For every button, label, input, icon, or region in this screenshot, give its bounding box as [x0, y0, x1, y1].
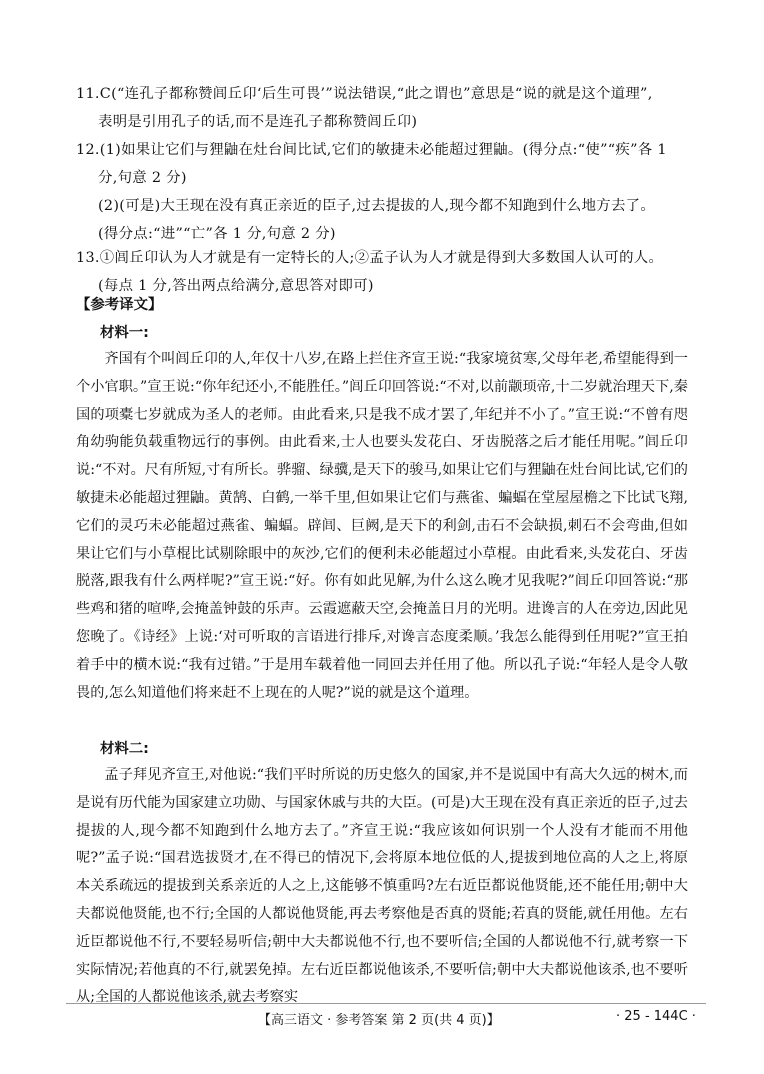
- footer-page-info: 【高三语文 · 参考答案 第 2 页(共 4 页)】: [258, 1013, 500, 1028]
- answer-12: [76, 136, 700, 248]
- page-footer: [0, 1003, 764, 1033]
- answer-text: ①闾丘卬认为人才就是有一定特长的人;②孟子认为人才就是得到大多数国人认可的人。: [99, 250, 664, 266]
- footer-divider: [66, 1003, 706, 1004]
- answer-11: [76, 80, 700, 136]
- material-one-text: 齐国有个叫闾丘卬的人,年仅十八岁,在路上拦住齐宣王说:“我家境贫寒,父母年老,希望能得到一个小官职。”宣王说:“你年纪还小,不能胜任。”闾丘卬回答说:“不对,以前颛顼帝,十二岁就治理天下,秦国的项橐七岁就成为圣人的老师。由此看来,只是我不成才罢了,年纪并不小了。”宣王说:“不曾有咫角幼驹能负载重物远行的事例。由此看来,士人也要头发花白、牙齿脱落之后才能任用呢。”闾丘卬说:“不对。尺有所短,寸有所长。骅骝、绿骥,是天下的骏马,如果让它们与狸鼬在灶台间比试,它们的敏捷未必能超过狸鼬。黄鹄、白鹤,一举千里,但如果让它们与燕雀、蝙蝠在堂屋屋檐之下比试飞翔,它们的灵巧未必能超过燕雀、蝙蝠。辟闾、巨阙,是天下的利剑,击石不会缺损,刺石不会弯曲,但如果让它们与小草棍比试剔除眼中的灰沙,它们的便利未必能超过小草棍。由此看来,头发花白、牙齿脱落,跟我有什么两样呢?”宣王说:“好。你有如此见解,为什么这么晚才见我呢?”闾丘卬回答说:“那些鸡和猪的喧哗,会掩盖钟鼓的乐声。云霞遮蔽天空,会掩盖日月的光明。进谗言的人在旁边,因此见您晚了。《诗经》上说:‘对可听取的言语进行排斥,对谗言态度柔顺。’我怎么能得到任用呢?”宣王拍着手中的横木说:“我有过错。”于是用车载着他一同回去并任用了他。所以孔子说:“年轻人是令人敬畏的,怎么知道他们将来赶不上现在的人呢?”说的就是这个道理。: [76, 351, 688, 701]
- answer-continuation: (每点 1 分,答出两点给满分,意思答对即可): [98, 278, 374, 294]
- answer-text: (1)如果让它们与狸鼬在灶台间比试,它们的敏捷未必能超过狸鼬。(得分点:“使”“疾”各 1: [99, 142, 667, 158]
- answer-continuation: 分,句意 2 分): [98, 170, 187, 186]
- answer-text: C(“连孔子都称赞闾丘卬‘后生可畏’”说法错误,“此之谓也”意思是“说的就是这个道理”,: [99, 86, 653, 102]
- material-one-title: 材料一:: [100, 325, 149, 341]
- answer-continuation: (得分点:“进”“亡”各 1 分,句意 2 分): [98, 226, 336, 242]
- answer-continuation: (2)(可是)大王现在没有真正亲近的臣子,过去提拔的人,现今都不知跑到什么地方去了。: [98, 198, 656, 214]
- answer-number: 13.: [76, 250, 100, 266]
- answer-number: 12.: [76, 142, 100, 158]
- answer-continuation: 表明是引用孔子的话,而不是连孔子都称赞闾丘卬): [98, 114, 418, 130]
- material-two-text: 孟子拜见齐宣王,对他说:“我们平时所说的历史悠久的国家,并不是说国中有高大久远的树木,而是说有历代能为国家建立功勋、与国家休戚与共的大臣。(可是)大王现在没有真正亲近的臣子,过去提拔的人,现今都不知跑到什么地方去了。”齐宣王说:“我应该如何识别一个人没有才能而不用他呢?”孟子说:“国君选拔贤才,在不得已的情况下,会将原本地位低的人,提拔到地位高的人之上,将原本关系疏远的提拔到关系亲近的人之上,这能够不慎重吗?左右近臣都说他贤能,还不能任用;朝中大夫都说他贤能,也不行;全国的人都说他贤能,再去考察他是否真的贤能;若真的贤能,就任用他。左右近臣都说他不行,不要轻易听信;朝中大夫都说他不行,也不要听信;全国的人都说他不行,就考察一下实际情况;若他真的不行,就罢免掉。左右近臣都说他该杀,不要听信;朝中大夫都说他该杀,也不要听从;全国的人都说他该杀,就去考察实: [76, 767, 688, 1006]
- material-two-title: 材料二:: [100, 741, 149, 757]
- answer-number: 11.: [76, 86, 100, 102]
- answer-13: [76, 244, 700, 300]
- section-title: 【参考译文】: [76, 297, 163, 313]
- footer-code: · 25 - 144C ·: [616, 1009, 696, 1024]
